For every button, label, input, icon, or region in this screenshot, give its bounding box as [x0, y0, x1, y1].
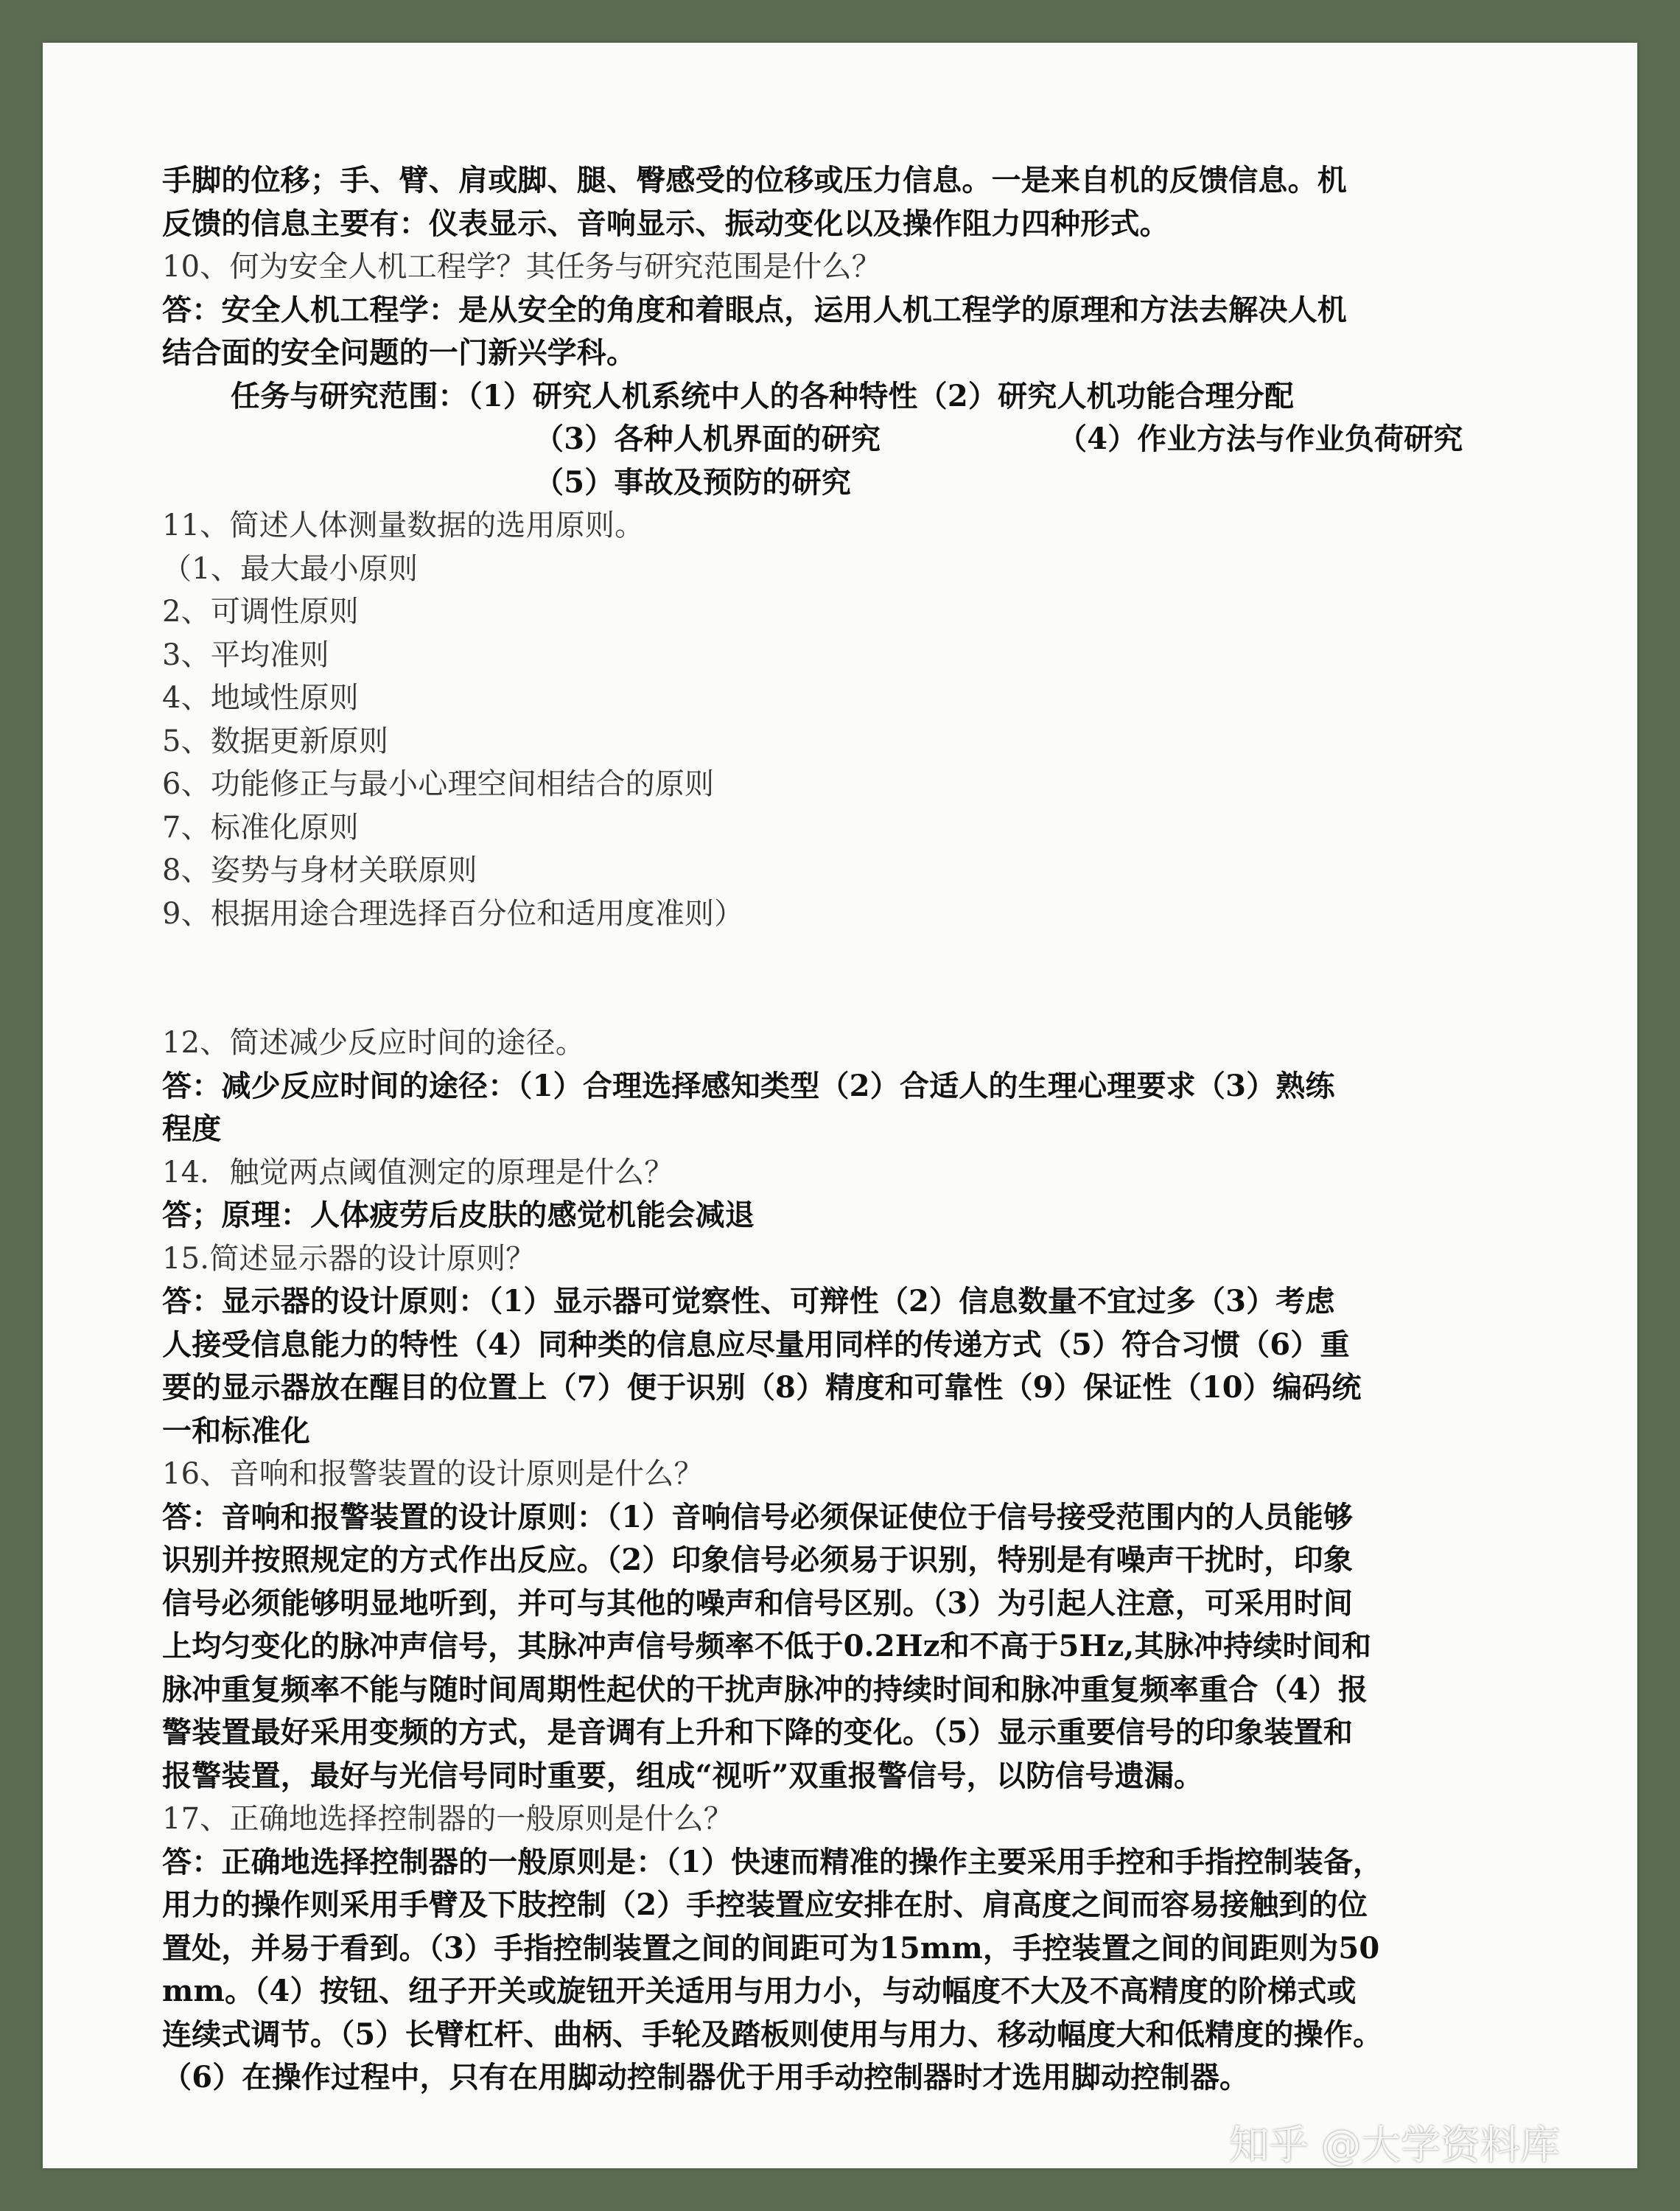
answer-line: 置处，并易于看到。（3）手指控制装置之间的间距可为15mm，手控装置之间的间距则为50: [162, 1930, 1380, 1966]
answer-line: 报警装置，最好与光信号同时重要，组成“视听”双重报警信号，以防信号遗漏。: [162, 1758, 1204, 1793]
question-heading: 11、简述人体测量数据的选用原则。: [162, 509, 645, 542]
list-item: 3、平均准则: [162, 638, 329, 672]
watermark: 知乎 @大学资料库: [1229, 2122, 1561, 2168]
question-heading: 17、正确地选择控制器的一般原则是什么？: [162, 1802, 733, 1836]
document-page: [43, 43, 1637, 2168]
list-item: 6、功能修正与最小心理空间相结合的原则: [162, 767, 715, 801]
question-heading: 16、音响和报警装置的设计原则是什么？: [162, 1457, 704, 1491]
question-heading: 15.简述显示器的设计原则？: [162, 1241, 536, 1276]
document-body: [162, 159, 1562, 2100]
answer-line: 答：正确地选择控制器的一般原则是：（1）快速而精准的操作主要采用手控和手指控制装备，: [162, 1844, 1383, 1879]
list-item: （1、最大最小原则: [162, 551, 419, 586]
blank-gap: [162, 935, 1562, 1021]
list-item: 2、可调性原则: [162, 595, 359, 629]
answer-line: 答：减少反应时间的途径：（1）合理选择感知类型（2）合适人的生理心理要求（3）熟练: [162, 1068, 1335, 1103]
list-item: 8、姿势与身材关联原则: [162, 853, 477, 887]
answer-line: 警装置最好采用变频的方式，是音调有上升和下降的变化。（5）显示重要信号的印象装置和: [162, 1715, 1354, 1750]
text-line: 手脚的位移；手、臂、肩或脚、腿、臀感受的位移或压力信息。一是来自机的反馈信息。机: [162, 163, 1347, 198]
answer-row: [162, 418, 1562, 461]
list-item: 9、根据用途合理选择百分位和适用度准则）: [162, 896, 744, 931]
question-heading: 12、简述减少反应时间的途径。: [162, 1026, 585, 1060]
answer-line: 识别并按照规定的方式作出反应。（2）印象信号必须易于识别，特别是有噪声干扰时，印象: [162, 1543, 1354, 1577]
list-item: 4、地域性原则: [162, 681, 359, 715]
answer-line: 答；原理：人体疲劳后皮肤的感觉机能会减退: [162, 1198, 755, 1232]
question-heading: 10、何为安全人机工程学？其任务与研究范围是什么？: [162, 250, 881, 284]
answer-item: （3）各种人机界面的研究: [534, 422, 881, 456]
answer-line: 连续式调节。（5）长臂杠杆、曲柄、手轮及踏板则使用与用力、移动幅度大和低精度的操作。: [162, 2016, 1383, 2052]
text-line: 反馈的信息主要有：仪表显示、音响显示、振动变化以及操作阻力四种形式。: [162, 206, 1169, 241]
answer-line: 一和标准化: [162, 1413, 310, 1448]
answer-line: 要的显示器放在醒目的位置上（7）便于识别（8）精度和可靠性（9）保证性（10）编码统: [162, 1370, 1362, 1405]
answer-line: 答：显示器的设计原则：（1）显示器可觉察性、可辩性（2）信息数量不宜过多（3）考虑: [162, 1284, 1335, 1318]
answer-line: 人接受信息能力的特性（4）同种类的信息应尽量用同样的传递方式（5）符合习惯（6）重: [162, 1327, 1350, 1362]
answer-line: 用力的操作则采用手臂及下肢控制（2）手控装置应安排在肘、肩高度之间而容易接触到的位: [162, 1887, 1368, 1922]
answer-line: 任务与研究范围：（1）研究人机系统中人的各种特性（2）研究人机功能合理分配: [231, 378, 1295, 413]
answer-line: （6）在操作过程中，只有在用脚动控制器优于用手动控制器时才选用脚动控制器。: [162, 2060, 1250, 2095]
answer-line: 信号必须能够明显地听到，并可与其他的噪声和信号区别。（3）为引起人注意，可采用时间: [162, 1585, 1354, 1621]
list-item: 5、数据更新原则: [162, 724, 389, 758]
question-heading: 14．触觉两点阈值测定的原理是什么？: [162, 1155, 674, 1190]
list-item: 7、标准化原则: [162, 810, 359, 845]
answer-line: 答：安全人机工程学：是从安全的角度和着眼点，运用人机工程学的原理和方法去解决人机: [162, 292, 1347, 327]
answer-line: mm。（4）按钮、纽子开关或旋钮开关适用与用力小，与动幅度不大及不高精度的阶梯式或: [162, 1974, 1357, 2008]
answer-line: 结合面的安全问题的一门新兴学科。: [162, 335, 637, 370]
answer-line: 程度: [162, 1111, 222, 1146]
answer-line: 上均匀变化的脉冲声信号，其脉冲声信号频率不低于0.2Hz和不高于5Hz,其脉冲持续时间和: [162, 1629, 1372, 1663]
answer-line: 答：音响和报警装置的设计原则：（1）音响信号必须保证使位于信号接受范围内的人员能够: [162, 1499, 1354, 1534]
answer-line: 脉冲重复频率不能与随时间周期性起伏的干扰声脉冲的持续时间和脉冲重复频率重合（4）报: [162, 1672, 1368, 1707]
answer-item: （5）事故及预防的研究: [534, 464, 852, 500]
answer-item: （4）作业方法与作业负荷研究: [1057, 422, 1463, 456]
